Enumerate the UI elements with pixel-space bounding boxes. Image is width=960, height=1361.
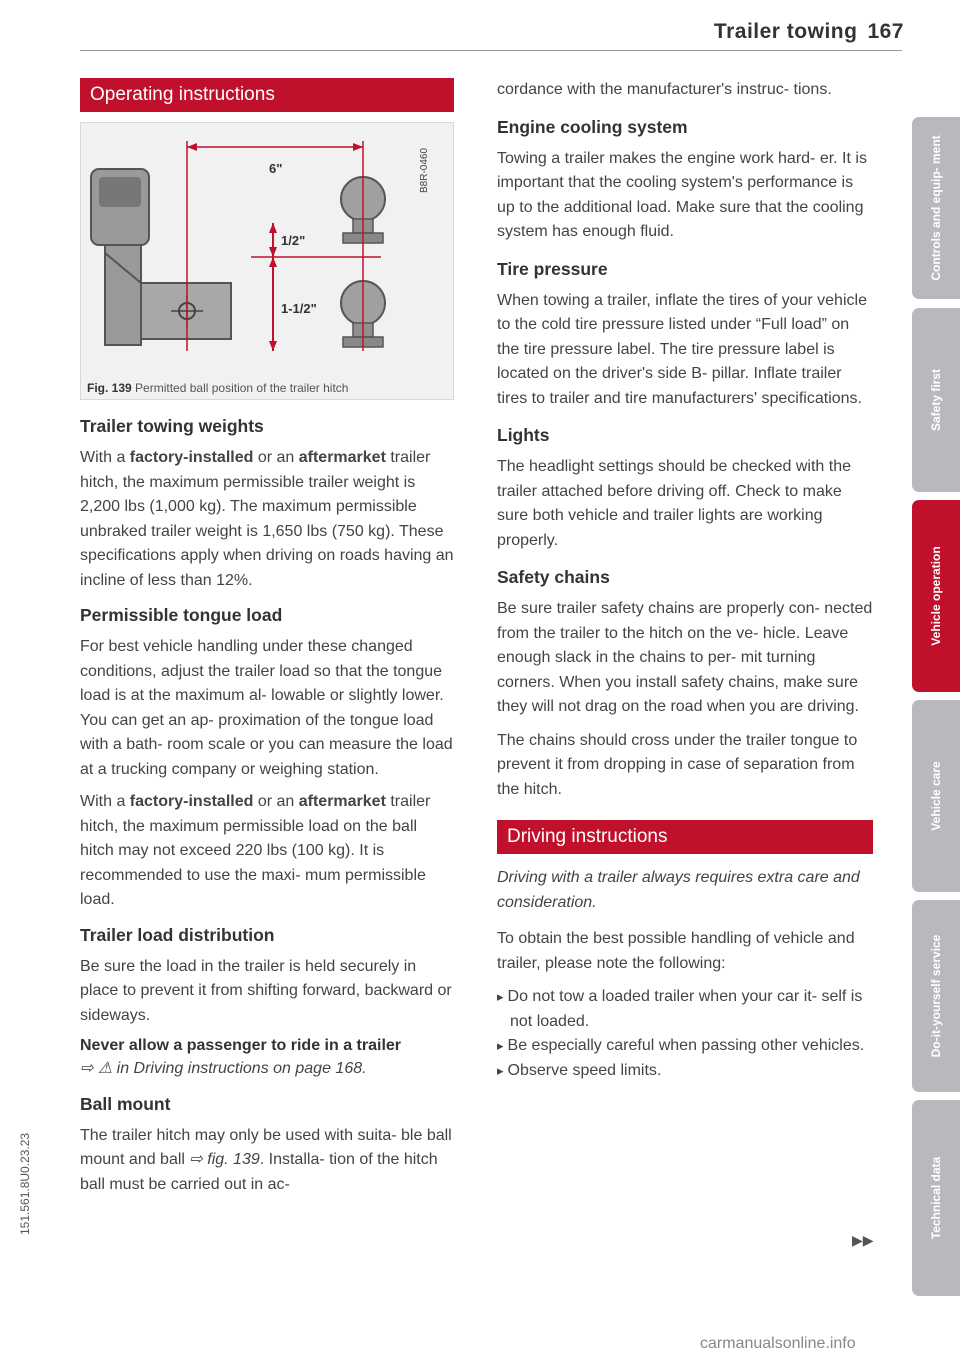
heading-safety-chains: Safety chains (497, 567, 610, 587)
text-bold: aftermarket (298, 449, 386, 466)
text-bold: factory-installed (129, 449, 254, 466)
running-head-title: Trailer towing (713, 20, 858, 43)
paragraph-lights: The headlight settings should be checked with the trailer attached before driving off. Check to make sure both vehicle and trailer lights are working properly. (497, 458, 852, 549)
heading-tongue-load: Permissible tongue load (80, 605, 283, 625)
heading-load-distribution: Trailer load distribution (80, 924, 275, 945)
paragraph-ball-mount (80, 1124, 454, 1198)
link-driving-instructions[interactable]: ⇨ ⚠ in Driving instructions on page 168. (80, 1060, 367, 1077)
tab-vehicle-care[interactable] (912, 700, 960, 892)
text-span: trailer hitch, the maximum permissible trailer weight is 2,200 lbs (1,000 kg). The maximum permissible unbraked trailer weight is 1,650 lbs (750 kg). These specifications apply when driving on roads having an incline of less than 12%. (80, 449, 454, 589)
text-span: trailer hitch, the maximum permissible load on the ball hitch may not exceed 220 lbs (100 kg). It is recommended to use the maxi- mum permissible load. (80, 793, 431, 908)
paragraph-driving-intro: Driving with a trailer always requires extra care and consideration. (497, 869, 860, 911)
paragraph-tongue-load: For best vehicle handling under these changed conditions, adjust the trailer load so that the tongue load is at the maximum al- lowable or slightly lower. You can get an ap- proximation of the tongue load with a bath- room scale or you can measure the load at a trucking company or weighing station. (80, 638, 453, 778)
section-title-driving: Driving instructions (497, 820, 873, 854)
header-rule (80, 50, 902, 51)
text-bold: factory-installed (129, 793, 254, 810)
paragraph-handling: To obtain the best possible handling of vehicle and trailer, please note the following: (497, 930, 855, 972)
heading-towing-weights: Trailer towing weights (80, 416, 264, 436)
label-6-inch: 6" (269, 161, 283, 176)
label-half-inch: 1/2" (281, 233, 306, 248)
figure-code: B8R-0460 (419, 147, 430, 193)
text-span: With a (80, 793, 130, 810)
paragraph-towing-weights (80, 446, 454, 593)
figure-caption-text: Permitted ball position of the trailer hitch (135, 381, 349, 395)
heading-engine-cooling: Engine cooling system (497, 116, 688, 137)
text-span: The trailer hitch may only be used with suita- ble ball mount and ball (80, 1126, 452, 1168)
paragraph-tire-pressure: When towing a trailer, inflate the tires of your vehicle to the cold tire pressure listed under “Full load” on the tire pressure label. The tire pressure label is located on the driver's side B- pillar. Inflate trailer tires to trailer and tire manufacturers' specifications. (497, 291, 867, 407)
tab-label: Technical data (929, 1156, 943, 1240)
paragraph-safety-chains: Be sure trailer safety chains are properly con- nected from the trailer to the hitch on the ve- hicle. Leave enough slack in the chains to per- mit turning corners. When you install safety chains, make sure they will not drag on the road when you are driving. (497, 600, 873, 715)
figure-139 (80, 122, 454, 400)
tab-label: Vehicle care (929, 761, 943, 831)
tab-label: Safety first (929, 368, 943, 432)
paragraph-ball-hitch-load (80, 790, 454, 913)
document-code: 151.561.8U0.23.23 (18, 1132, 32, 1235)
heading-no-passenger: Never allow a passenger to ride in a trailer (80, 1037, 402, 1054)
tab-do-it-yourself[interactable] (912, 900, 960, 1092)
list-item: ▸ Be especially careful when passing other vehicles. (497, 1034, 873, 1059)
tab-vehicle-operation[interactable] (912, 500, 960, 692)
tab-label: Do-it-yourself service (929, 934, 943, 1058)
watermark: carmanualsonline.info (700, 1335, 856, 1352)
tab-controls-equipment[interactable] (912, 117, 960, 299)
right-column (497, 78, 873, 1083)
text-bold: aftermarket (298, 793, 386, 810)
left-column (80, 78, 454, 1197)
figure-caption (87, 381, 348, 395)
label-one-half-inch: 1-1/2" (281, 301, 317, 316)
tab-label: Controls and equip- ment (929, 135, 943, 281)
paragraph-load-distribution: Be sure the load in the trailer is held securely in place to prevent it from shifting forward, backward or sideways. (80, 957, 452, 1024)
link-fig-139[interactable]: ⇨ fig. 139 (189, 1151, 260, 1168)
driving-bullet-list (497, 985, 873, 1083)
page-number: 167 (867, 20, 904, 43)
tab-technical-data[interactable] (912, 1100, 960, 1296)
paragraph-engine-cooling: Towing a trailer makes the engine work hard- er. It is important that the cooling system's performance is up to the additional load. Make sure that the cooling system has enough fluid. (497, 149, 867, 240)
text-span: or an (253, 793, 299, 810)
tab-label: Vehicle operation (929, 546, 943, 646)
list-item: ▸ Do not tow a loaded trailer when your car it- self is not loaded. (497, 985, 873, 1034)
heading-lights: Lights (497, 425, 550, 445)
paragraph-continued: cordance with the manufacturer's instruc- tions. (497, 81, 832, 98)
list-item: ▸ Observe speed limits. (497, 1059, 873, 1084)
figure-caption-number: Fig. 139 (87, 381, 132, 395)
tab-safety-first[interactable] (912, 308, 960, 492)
heading-tire-pressure: Tire pressure (497, 258, 608, 279)
text-span: With a (80, 449, 130, 466)
hitch-diagram (81, 123, 453, 399)
text-span: or an (253, 449, 299, 466)
paragraph-chains-cross: The chains should cross under the trailer tongue to prevent it from dropping in case of separation from the hitch. (497, 731, 858, 798)
heading-ball-mount: Ball mount (80, 1093, 171, 1114)
continue-arrow-icon: ▶▶ (852, 1232, 874, 1248)
section-title-operating: Operating instructions (80, 78, 454, 112)
running-head (714, 20, 904, 44)
text-span: . Installa- tion of the hitch ball must be carried out in ac- (80, 1151, 438, 1193)
